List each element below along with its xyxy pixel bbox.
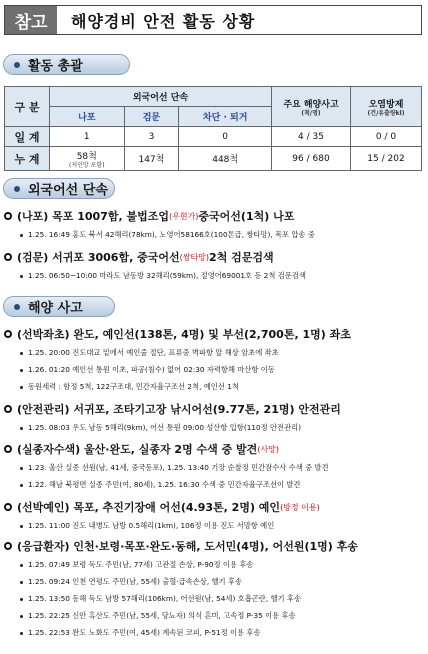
circle-bullet-icon xyxy=(4,405,12,413)
col-inspect: 검문 xyxy=(124,107,179,127)
cell-inspect: 3 xyxy=(124,127,179,147)
item-detail: 1.25. 16:49 홍도 북서 42해리(78km), 노영어58166호(100톤급, 쌍타망), 목포 압송 중 xyxy=(28,230,315,239)
item-detail: 1.25. 22:53 완도 노화도 주민(여, 45세) 계속된 코피, P-51정 이용 후송 xyxy=(28,628,261,637)
item-detail: 1.26. 01:20 예인선 통원 이초, 파공(침수) 없어 02:30 자력항해 마산항 이동 xyxy=(28,365,275,374)
pollution-header xyxy=(351,87,422,127)
cell-accident: 4 / 35 xyxy=(272,127,351,147)
dot-bullet-icon xyxy=(20,581,23,584)
item-detail: 1.25. 20:00 진도대교 밑에서 예인줄 절단, 표류중 벽파항 앞 해상 암초에 좌초 xyxy=(28,348,279,357)
cell-block: 448척 xyxy=(179,147,272,171)
accident-item-1 xyxy=(4,326,351,392)
dot-bullet-icon xyxy=(20,427,23,430)
section-pill-label: 외국어선 단속 xyxy=(28,183,108,198)
item-detail: 1.25. 11:00 진도 내병도 남방 0.5해리(1km), 106정 이용 진도 서망항 예인 xyxy=(28,521,275,530)
circle-bullet-icon xyxy=(4,330,12,338)
dot-bullet-icon xyxy=(20,564,23,567)
reference-tag: 참고 xyxy=(5,6,57,34)
item-heading: (선박예인) 목포, 추진기장애 어선(4.93톤, 2명) 예인 xyxy=(17,501,281,514)
page-title: 해양경비 안전 활동 상황 xyxy=(71,11,256,31)
item-detail: 1.25. 22:25 신안 흑산도 주민(남, 55세, 당뇨자) 의식 흔미, 고속정 P-35 이용 후송 xyxy=(28,611,296,620)
cell-pollution: 15 / 202 xyxy=(351,147,422,171)
item-heading-tail: 중국어선(1척) 나포 xyxy=(198,210,295,223)
pill-dot-icon xyxy=(14,62,20,68)
division-header: 구 분 xyxy=(5,87,50,127)
title-bar xyxy=(4,5,422,35)
item-detail: 1.25. 09:24 인천 연평도 주민(남, 55세) 출혈·급속손상, 헬기 후송 xyxy=(28,577,243,586)
col-block: 차단 · 퇴거 xyxy=(179,107,272,127)
pollution-unit: (건/유출량kl) xyxy=(367,109,405,117)
accident-item-2 xyxy=(4,401,341,433)
pollution-title: 오염방제 xyxy=(368,99,404,110)
accident-item-4 xyxy=(4,499,320,531)
dot-bullet-icon xyxy=(20,467,23,470)
dot-bullet-icon xyxy=(20,275,23,278)
item-heading: (응급환자) 인천·보령·목포·완도·동해, 도서민(4명), 어선원(1명) 후송 xyxy=(17,540,358,553)
table-row xyxy=(5,127,422,147)
accident-item-5 xyxy=(4,538,358,638)
item-heading-note: (방정 이용) xyxy=(280,502,320,512)
item-heading: (나포) 목포 1007함, 불법조업 xyxy=(17,210,169,223)
dot-bullet-icon xyxy=(20,234,23,237)
cell-block: 0 xyxy=(179,127,272,147)
circle-bullet-icon xyxy=(4,212,12,220)
summary-table xyxy=(4,86,422,171)
item-detail: 1.25. 13:50 동해 독도 남방 57해리(106km), 어선원(남, 54세) 호흡곤란, 헬기 후송 xyxy=(28,594,301,603)
item-heading: (검문) 서귀포 3006함, 중국어선 xyxy=(17,251,180,264)
accident-title: 주요 해양사고 xyxy=(283,99,339,110)
foreign-item-2 xyxy=(4,249,306,281)
item-heading-note: (사망) xyxy=(257,444,280,454)
circle-bullet-icon xyxy=(4,503,12,511)
table-row xyxy=(5,147,422,171)
section-pill-label: 해양 사고 xyxy=(28,301,83,316)
item-detail: 1.23. 울산 실종 선원(남, 41세, 중국동포), 1.25. 13:40 기장 순찰정 민간잠수사 수색 중 발견 xyxy=(28,463,329,472)
row-label: 누 계 xyxy=(5,147,50,171)
dot-bullet-icon xyxy=(20,484,23,487)
item-detail: 1.25. 06:50~10:00 마라도 남동방 32해리(59km), 절영어69001호 등 2척 검문검색 xyxy=(28,271,306,280)
section-pill-summary xyxy=(3,54,130,75)
cell-accident: 96 / 680 xyxy=(272,147,351,171)
dot-bullet-icon xyxy=(20,525,23,528)
cell-seize xyxy=(50,147,125,171)
dot-bullet-icon xyxy=(20,632,23,635)
dot-bullet-icon xyxy=(20,598,23,601)
dot-bullet-icon xyxy=(20,615,23,618)
pill-dot-icon xyxy=(14,186,20,192)
item-detail: 1.22. 해남 북평면 실종 주민(여, 80세), 1.25. 16:30 수색 중 민간자율구조선이 발견 xyxy=(28,480,301,489)
dot-bullet-icon xyxy=(20,386,23,389)
dot-bullet-icon xyxy=(20,352,23,355)
cell-pollution: 0 / 0 xyxy=(351,127,422,147)
seize-value: 58척 xyxy=(76,151,97,162)
item-heading: (선박좌초) 완도, 예인선(138톤, 4명) 및 부선(2,700톤, 1명) 좌초 xyxy=(17,328,351,341)
item-heading-note: (우현가) xyxy=(168,211,199,221)
item-detail: 1.25. 08:03 우도 남동 5해리(9km), 어선 통원 09:00 성산항 입항(110정 안전관리) xyxy=(28,423,302,432)
item-detail: 동원세력 : 함정 5척, 122구조대, 민간자율구조선 2척, 예인선 1척 xyxy=(28,382,239,391)
circle-bullet-icon xyxy=(4,542,12,550)
col-seize: 나포 xyxy=(50,107,125,127)
pill-dot-icon xyxy=(14,304,20,310)
foreign-header: 외국어선 단속 xyxy=(50,87,272,107)
cell-inspect: 147척 xyxy=(124,147,179,171)
cell-seize: 1 xyxy=(50,127,125,147)
section-pill-label: 활동 총괄 xyxy=(28,59,83,74)
item-heading: (실종자수색) 울산·완도, 실종자 2명 수색 중 발견 xyxy=(17,443,258,456)
foreign-item-1 xyxy=(4,208,315,240)
item-heading: (안전관리) 서귀포, 조타기고장 낚시어선(9.77톤, 21명) 안전관리 xyxy=(17,403,341,416)
accident-unit: (척/명) xyxy=(301,109,321,117)
item-detail: 1.25. 07:49 보령 독도 주민(남, 77세) 고관절 손상, P-90정 이용 후송 xyxy=(28,560,254,569)
item-heading-tail: 2척 검문검색 xyxy=(209,251,274,264)
accident-header xyxy=(272,87,351,127)
section-pill-accidents xyxy=(3,296,115,317)
circle-bullet-icon xyxy=(4,445,12,453)
section-pill-foreign xyxy=(3,178,115,199)
seize-note: (저인망 포함) xyxy=(68,161,105,169)
accident-item-3 xyxy=(4,441,329,490)
row-label: 일 계 xyxy=(5,127,50,147)
circle-bullet-icon xyxy=(4,253,12,261)
dot-bullet-icon xyxy=(20,369,23,372)
item-heading-note: (쌍타망) xyxy=(179,252,210,262)
